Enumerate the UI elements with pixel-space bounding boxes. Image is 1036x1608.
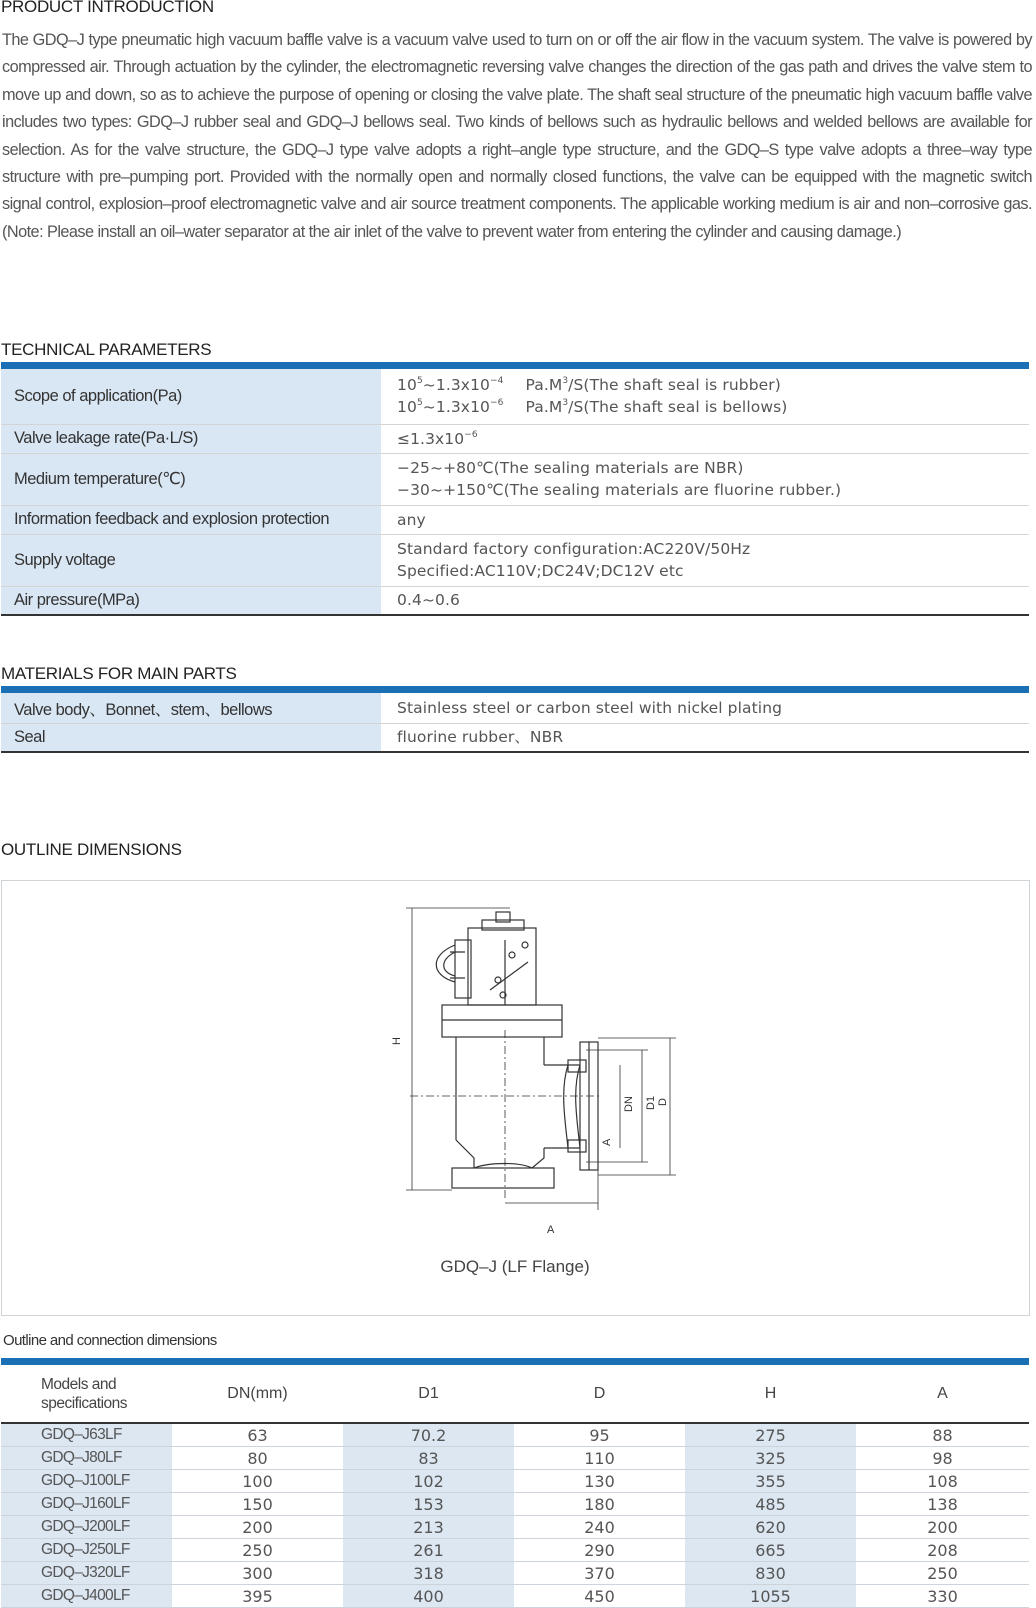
materials-table [1,693,1029,753]
param-row [1,453,1029,505]
materials-bar [1,686,1029,693]
cell-d1: 400 [343,1585,514,1608]
cell-d: 110 [514,1447,685,1470]
table-row [1,1470,1029,1493]
table-row [1,1562,1029,1585]
param-row [1,424,1029,453]
cell-d1: 83 [343,1447,514,1470]
table-row [1,1539,1029,1562]
cell-a: 98 [856,1447,1029,1470]
table-row [1,1516,1029,1539]
cell-h: 485 [685,1493,856,1516]
cell-dn: 395 [172,1585,343,1608]
dim-label-A-vertical: A [601,1138,613,1146]
cell-a: 208 [856,1539,1029,1562]
cell-h: 830 [685,1562,856,1585]
header-d: D [514,1365,685,1423]
param-row [1,369,1029,424]
cell-model: GDQ–J80LF [1,1447,172,1470]
param-value: 0.4~0.6 [381,586,1029,615]
cell-d: 180 [514,1493,685,1516]
material-value: fluorine rubber、NBR [381,723,1029,752]
dim-label-A-horizontal: A [547,1224,555,1236]
cell-d: 95 [514,1423,685,1447]
cell-d: 130 [514,1470,685,1493]
table-row [1,1585,1029,1608]
cell-d1: 102 [343,1470,514,1493]
cell-model: GDQ–J63LF [1,1423,172,1447]
cell-model: GDQ–J200LF [1,1516,172,1539]
cell-a: 88 [856,1423,1029,1447]
cell-d1: 261 [343,1539,514,1562]
cell-a: 200 [856,1516,1029,1539]
cell-h: 665 [685,1539,856,1562]
table-row [1,1493,1029,1516]
cell-dn: 300 [172,1562,343,1585]
cell-dn: 80 [172,1447,343,1470]
dims-title: Outline and connection dimensions [3,1332,217,1349]
cell-h: 620 [685,1516,856,1539]
cell-h: 275 [685,1423,856,1447]
cell-d1: 153 [343,1493,514,1516]
materials-title: MATERIALS FOR MAIN PARTS [1,664,237,683]
param-key: Air pressure(MPa) [1,586,381,615]
cell-dn: 100 [172,1470,343,1493]
cell-d: 450 [514,1585,685,1608]
param-row [1,534,1029,586]
header-h: H [685,1365,856,1423]
param-value: $\le 1.3x10^{-6}$ [381,424,1029,453]
cell-d: 290 [514,1539,685,1562]
intro-text: The GDQ–J type pneumatic high vacuum baffle valve is a vacuum valve used to turn on or off the air flow in the vacuum system. The valve is powered by compressed air. Through actuation by the cylinder, the electromagnetic reversing valve changes the direction of the gas path and drives the valve stem to move up and down, so as to achieve the purpose of opening or closing the valve plate. The shaft seal structure of the pneumatic high vacuum baffle valve includes two types: GDQ–J rubber seal and GDQ–J bellows seal. Two kinds of bellows such as hydraulic bellows and welded bellows are available for selection. As for the valve structure, the GDQ–J type valve adopts a right–angle type structure, and the GDQ–S type valve adopts a three–way type structure with pre–pumping port. Provided with the normally open and normally closed functions, the valve can be equipped with the magnetic switch signal control, explosion–proof electromagnetic valve and air source treatment components. The applicable working medium is air and non–corrosive gas. (Note: Please install an oil–water separator at the air inlet of the valve to prevent water from entering the cylinder and causing damage.) [2,31,1032,241]
valve-outline-drawing [370,900,710,1250]
table-row [1,1447,1029,1470]
param-value: Standard factory configuration:AC220V/50Hz Specified:AC110V;DC24V;DC12V etc [381,534,1029,586]
cell-dn: 250 [172,1539,343,1562]
cell-model: GDQ–J400LF [1,1585,172,1608]
cell-h: 325 [685,1447,856,1470]
cell-dn: 150 [172,1493,343,1516]
tech-title: TECHNICAL PARAMETERS [1,340,212,359]
header-a: A [856,1365,1029,1423]
material-row [1,693,1029,723]
cell-model: GDQ–J100LF [1,1470,172,1493]
intro-title: PRODUCT INTRODUCTION [1,0,214,16]
dim-label-H: H [391,1037,403,1045]
param-key: Information feedback and explosion protection [1,505,381,534]
figure-caption: GDQ–J (LF Flange) [440,1257,590,1276]
cell-model: GDQ–J160LF [1,1493,172,1516]
header-dn: DN(mm) [172,1365,343,1423]
cell-d: 370 [514,1562,685,1585]
cell-model: GDQ–J320LF [1,1562,172,1585]
param-value: any [381,505,1029,534]
cell-d1: 318 [343,1562,514,1585]
dims-header-row [1,1365,1029,1423]
cell-d1: 70.2 [343,1423,514,1447]
cell-d: 240 [514,1516,685,1539]
cell-d1: 213 [343,1516,514,1539]
cell-a: 108 [856,1470,1029,1493]
outline-title: OUTLINE DIMENSIONS [1,840,182,859]
header-d1: D1 [343,1365,514,1423]
cell-h: 355 [685,1470,856,1493]
cell-a: 138 [856,1493,1029,1516]
param-key: Scope of application(Pa) [1,369,381,424]
tech-bar [1,362,1029,369]
dims-table [1,1365,1029,1608]
cell-h: 1055 [685,1585,856,1608]
material-key: Valve body、Bonnet、stem、bellows [1,693,381,723]
param-key: Supply voltage [1,534,381,586]
material-row [1,723,1029,752]
material-key: Seal [1,723,381,752]
header-models: Models and specifications [1,1365,172,1423]
cell-dn: 63 [172,1423,343,1447]
param-key: Valve leakage rate(Pa·L/S) [1,424,381,453]
param-key: Medium temperature(℃) [1,453,381,505]
dim-label-D1: D1 [645,1095,657,1110]
param-row [1,586,1029,615]
dims-bar [1,1358,1029,1365]
dim-label-DN: DN [623,1096,635,1112]
cell-model: GDQ–J250LF [1,1539,172,1562]
table-row [1,1423,1029,1447]
param-row [1,505,1029,534]
cell-a: 330 [856,1585,1029,1608]
param-value: −25~+80℃(The sealing materials are NBR) −30~+150℃(The sealing materials are fluorine rubber.) [381,453,1029,505]
param-value: $10^5\sim 1.3x10^{-4}$ $Pa.M^3/S(The$ shaft seal is rubber) $10^5\sim 1.3x10^{-6}$ $Pa.M^3/S(The$ shaft seal is bellows) [381,369,1029,424]
cell-dn: 200 [172,1516,343,1539]
dim-label-D: D [657,1098,669,1106]
tech-params-table [1,369,1029,616]
cell-a: 250 [856,1562,1029,1585]
material-value: Stainless steel or carbon steel with nickel plating [381,693,1029,723]
